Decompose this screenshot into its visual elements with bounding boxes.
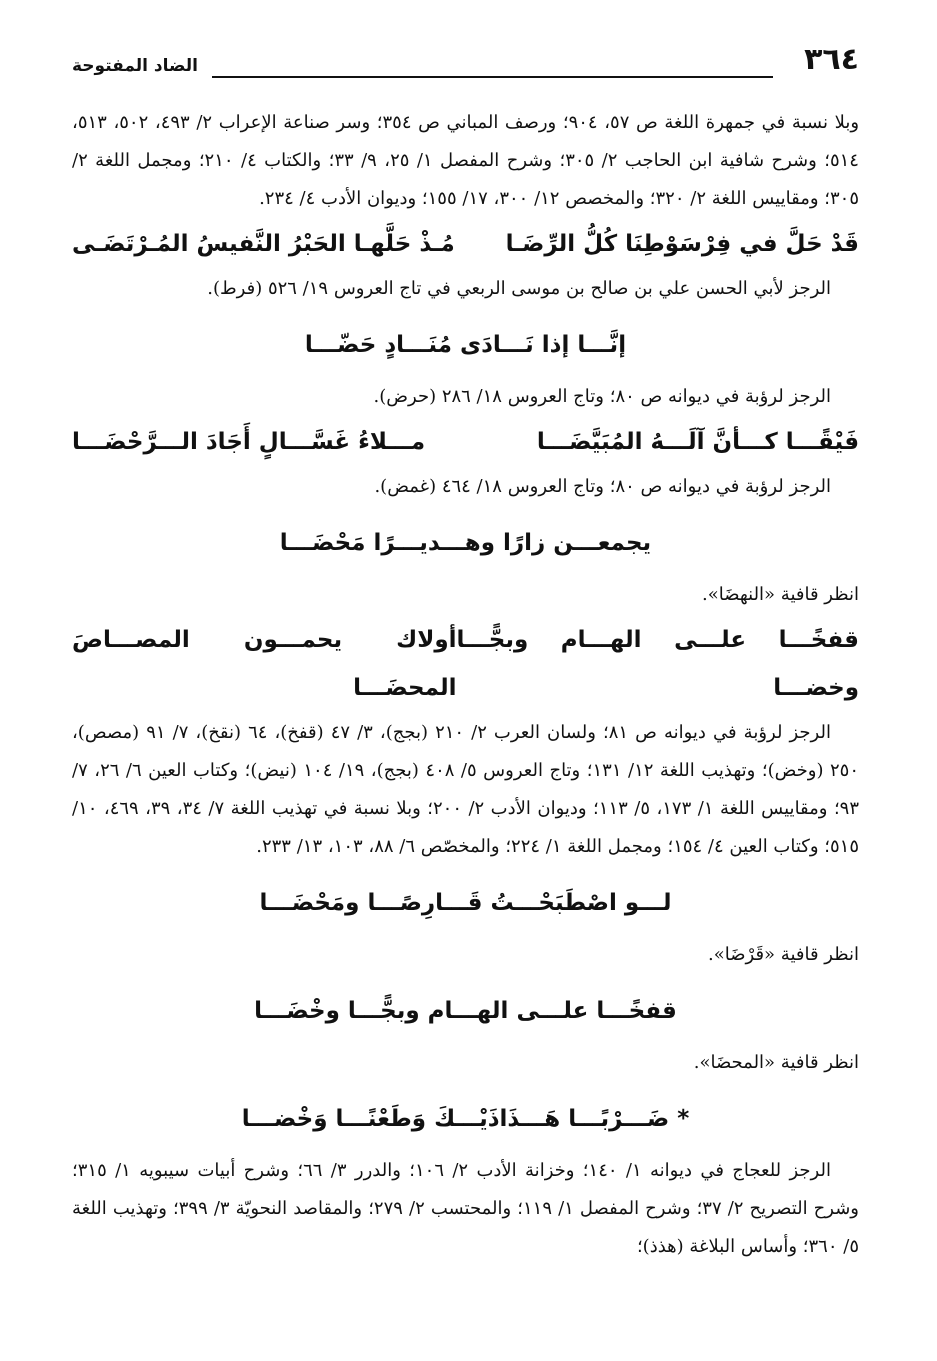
cross-reference-note: انظر قافية «النهضَا». bbox=[702, 584, 859, 605]
citation-paragraph: الرجز لرؤبة في ديوانه ص ٨١؛ ولسان العرب ٢/ ٢١٠ (بجج)، ٣/ ٤٧ (قفخ)، ٦٤ (نقخ)، ٧/ ٩١ (مصص)، ٢٥٠ (وخض)؛ وتهذيب اللغة ١٢/ ١٣١؛ وتاج العروس ٥/ ٤٠٨ (بجج)، ١٩/ ١٠٤ (نيض)؛ وكتاب العين ٦/ ٢٦، ٧/ ٩٣؛ ومقاييس اللغة ١/ ١٧٣، ٥/ ١١٣؛ وديوان الأدب ٢/ ٢٠٠؛ وبلا نسبة في تهذيب اللغة ٧/ ٣٤، ٣٩، ٤٦٩، ١٠/ ٥١٥؛ وكتاب العين ٤/ ١٥٤؛ ومجمل اللغة ١/ ٢٢٤؛ والمخصّص ٦/ ٨٨، ١٠٣، ١٣/ ٢٣٣. bbox=[72, 722, 860, 857]
verse-couplet bbox=[72, 220, 859, 268]
verse-line: لـــو اصْطَبَحْـــتُ قَـــارِصًـــا ومَحْضَـــا bbox=[259, 890, 672, 916]
header-rule bbox=[212, 76, 773, 78]
citation-paragraph: الرجز لأبي الحسن علي بن صالح بن موسى الربعي في تاج العروس ١٩/ ٥٢٦ (فرط). bbox=[207, 278, 831, 299]
verse-couplet bbox=[72, 616, 859, 712]
citation-paragraph: الرجز لرؤبة في ديوانه ص ٨٠؛ وتاج العروس ١٨/ ٢٨٦ (حرض). bbox=[373, 386, 831, 407]
verse-second-hemistich: مُـذْ حَلَّهـا الحَبْرُ النَّفيسُ المُـرْتَضَـى bbox=[72, 231, 455, 257]
verse-second-hemistich: أولاك يحمـــون المصـــاصَ المحضَـــا bbox=[72, 627, 457, 701]
verse-first-hemistich: قفخًـــا علـــى الهـــام وبجًّـــا وخضـــا bbox=[456, 627, 859, 701]
verse-line: يجمعـــن زارًا وهـــديـــرًا مَحْضَـــا bbox=[279, 530, 652, 556]
verse-first-hemistich: قَدْ حَلَّ في فِرْسَوْطِنَا كُلُّ الرِّضَـا bbox=[505, 231, 859, 257]
verse-couplet bbox=[72, 418, 859, 466]
page-body bbox=[72, 104, 859, 1266]
citation-paragraph: الرجز لرؤبة في ديوانه ص ٨٠؛ وتاج العروس ١٨/ ٤٦٤ (غمض). bbox=[374, 476, 831, 497]
page-header bbox=[72, 42, 859, 88]
cross-reference-note: انظر قافية «قَرْضَا». bbox=[708, 944, 859, 965]
verse-first-hemistich: فَيْقًـــا كـــأنَّ آلَـــهُ المُبَيَّضَـــا bbox=[536, 429, 859, 455]
verse-line: إنَّـــا إذا نَـــادَى مُنَـــادٍ حَضّـــا bbox=[304, 332, 627, 358]
running-title: الضاد المفتوحة bbox=[72, 56, 198, 76]
citation-paragraph: الرجز للعجاج في ديوانه ١/ ١٤٠؛ وخزانة الأدب ٢/ ١٠٦؛ والدرر ٣/ ٦٦؛ وشرح أبيات سيبويه ١/ ٣١٥؛ وشرح التصريح ٢/ ٣٧؛ وشرح المفصل ١/ ١١٩؛ والمحتسب ٢/ ٢٧٩؛ والمقاصد النحويّة ٣/ ٣٩٩؛ وتهذيب اللغة ٥/ ٣٦٠؛ وأساس البلاغة (هذذ)؛ bbox=[72, 1160, 859, 1257]
cross-reference-note: انظر قافية «المحضَا». bbox=[693, 1052, 859, 1073]
page-number: ٣٦٤ bbox=[804, 42, 859, 77]
citation-paragraph: وبلا نسبة في جمهرة اللغة ص ٥٧، ٩٠٤؛ ورصف المباني ص ٣٥٤؛ وسر صناعة الإعراب ٢/ ٤٩٣، ٥٠٢، ٥١٣، ٥١٤؛ وشرح شافية ابن الحاجب ٢/ ٣٠٥؛ وشرح المفصل ١/ ٢٥، ٩/ ٣٣؛ والكتاب ٤/ ٢١٠؛ ومجمل اللغة ٢/ ٣٠٥؛ ومقاييس اللغة ٢/ ٣٢٠؛ والمخصص ١٢/ ٣٠٠، ١٧/ ١٥٥؛ وديوان الأدب ٤/ ٢٣٤. bbox=[72, 112, 860, 209]
verse-second-hemistich: مـــلاءُ غَسَّـــالٍ أَجَادَ الـــرَّحْضَـــا bbox=[72, 429, 426, 455]
verse-line: * ضَـــرْبًـــا هَـــذَاذَيْـــكَ وَطَعْنًـــا وَخْضـــا bbox=[241, 1106, 690, 1132]
verse-line: قفخًـــا علـــى الهـــام وبجًّـــا وخْضَـــا bbox=[254, 998, 677, 1024]
